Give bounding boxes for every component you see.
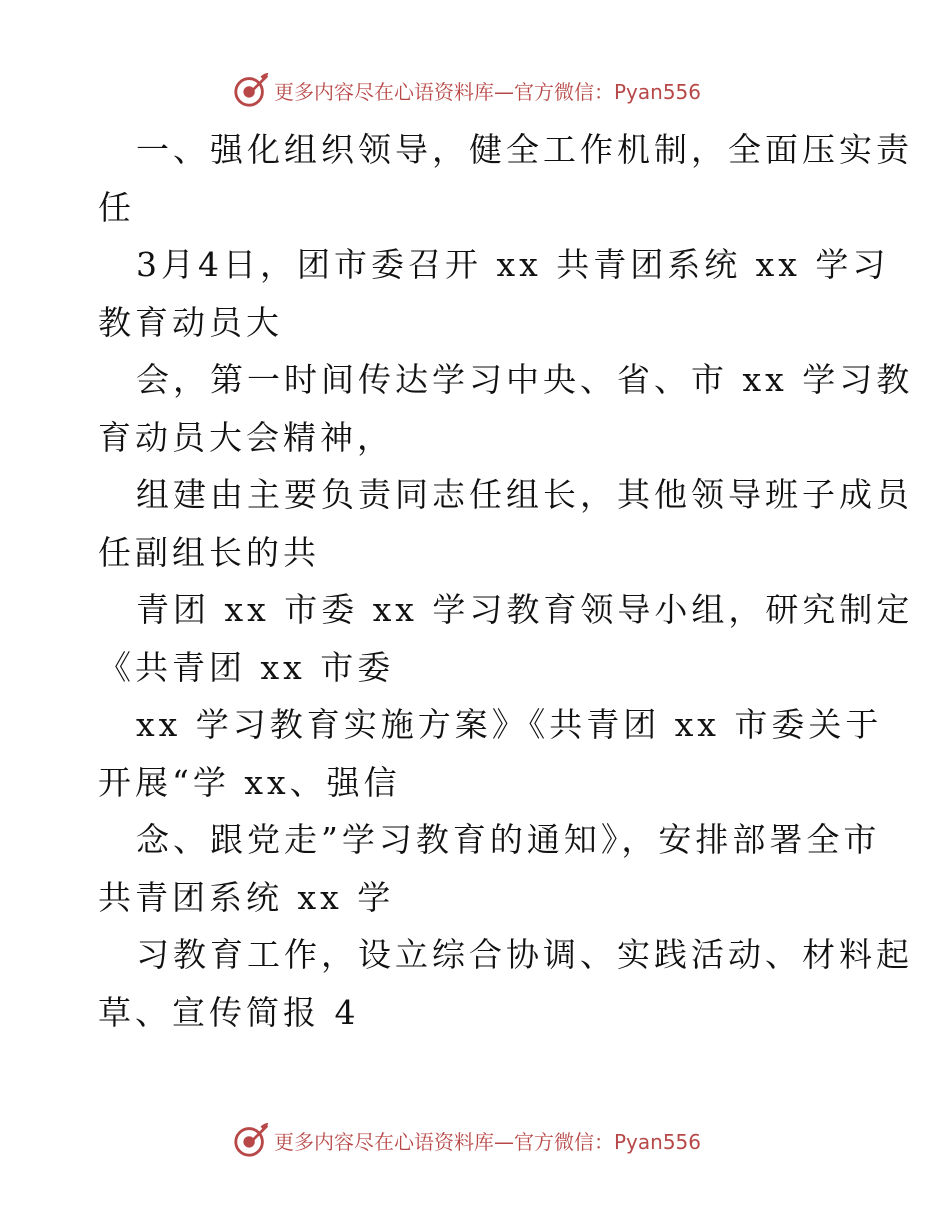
paragraph-1 (98, 121, 913, 236)
header-watermark (232, 70, 701, 110)
text-line: 教育动员大 (98, 302, 283, 342)
paragraph-5 (98, 581, 914, 696)
paragraph-8 (98, 926, 913, 1041)
text-line: 一、强化组织领导，健全工作机制，全面压实责 (136, 130, 913, 169)
watermark-text: 更多内容尽在心语资料库—官方微信：Pyan556 (274, 79, 702, 104)
quill-pen-circle-icon (232, 1121, 270, 1159)
footer-watermark (232, 1120, 701, 1160)
paragraph-7 (98, 811, 881, 926)
text-line: 习教育工作，设立综合协调、实践活动、材料起 (136, 935, 913, 974)
text-line: 组建由主要负责同志任组长，其他领导班子成员 (136, 475, 913, 514)
text-line: 共青团系统 xx 学 (98, 877, 395, 917)
text-line: 3月4日，团市委召开 xx 共青团系统 xx 学习 (136, 245, 890, 284)
paragraph-3 (98, 351, 914, 466)
text-line: 开展“学 xx、强信 (98, 762, 401, 802)
text-line: 青团 xx 市委 xx 学习教育领导小组，研究制定 (136, 590, 914, 629)
text-line: 任 (98, 187, 135, 227)
paragraph-6 (98, 696, 883, 811)
text-line: 育动员大会精神， (98, 417, 394, 457)
paragraph-4 (98, 466, 913, 581)
text-line: xx 学习教育实施方案》《共青团 xx 市委关于 (136, 705, 883, 744)
document-body (98, 121, 914, 1041)
text-line: 念、跟党走”学习教育的通知》，安排部署全市 (136, 820, 881, 859)
text-line: 《共青团 xx 市委 (98, 647, 395, 687)
quill-pen-circle-icon (232, 71, 270, 109)
paragraph-2 (98, 236, 890, 351)
watermark-text: 更多内容尽在心语资料库—官方微信：Pyan556 (274, 1129, 702, 1154)
text-line: 任副组长的共 (98, 532, 320, 572)
text-line: 会，第一时间传达学习中央、省、市 xx 学习教 (136, 360, 914, 399)
text-line: 草、宣传简报 4 (98, 992, 360, 1032)
